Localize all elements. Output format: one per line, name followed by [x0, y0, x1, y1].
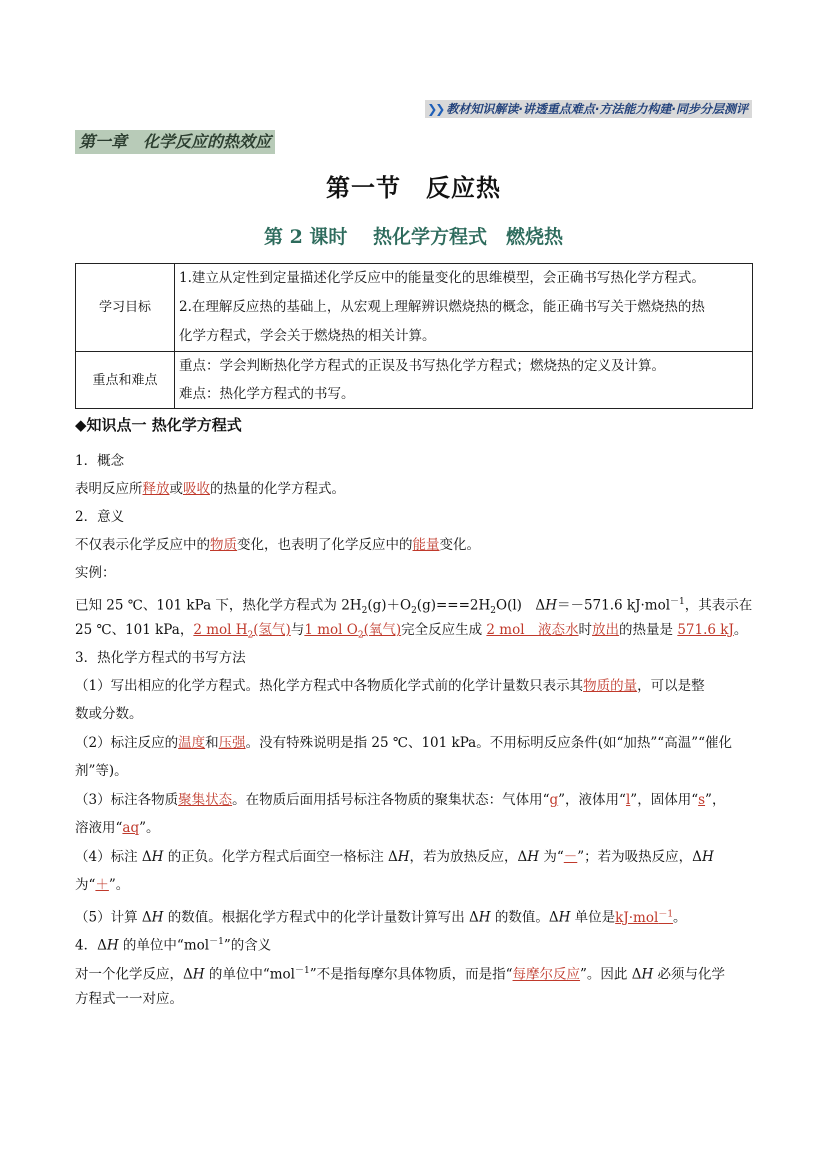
- key-points-head: 重点和难点: [76, 352, 175, 409]
- goals-content: [175, 264, 753, 352]
- double-chevron-icon: ❯❯: [427, 102, 444, 116]
- table-row: [76, 352, 753, 409]
- answer-absorb: 吸收: [183, 481, 210, 497]
- meaning-heading: 2．意义: [75, 509, 125, 525]
- method-3-cont: 溶液用“aq”。: [75, 820, 160, 836]
- lesson-title: 第 2 课时 热化学方程式 燃烧热: [263, 226, 564, 248]
- method-2: （2）标注反应的温度和压强。没有特殊说明是指 25 ℃、101 kPa。不用标明反应条件(如“加热”“高温”“催化: [75, 735, 732, 751]
- example-meaning: 25 ℃、101 kPa，2 mol $H_2$(氢气)与1 mol $O_2$(氧气)完全反应生成 2 mol 液态水时放出的热量是 571.6 kJ。: [75, 622, 748, 641]
- answer-plus: ＋: [95, 877, 109, 893]
- unit-meaning-cont: 方程式一一对应。: [75, 991, 183, 1007]
- answer-pressure: 压强: [218, 735, 246, 751]
- unit-meaning-heading: 4．ΔH 的单位中“mol$^{-1}$”的含义: [75, 937, 272, 954]
- answer-temperature: 温度: [178, 735, 206, 751]
- banner-text: 教材知识解读·讲透重点难点·方法能力构建·同步分层测评: [446, 102, 748, 116]
- table-row: [76, 264, 753, 352]
- section-title: 第一节 反应热: [326, 173, 501, 202]
- answer-per-mole-reaction: 每摩尔反应: [512, 966, 581, 983]
- answer-minus: －: [563, 849, 578, 865]
- method-3: （3）标注各物质聚集状态。在物质后面用括号标注各物质的聚集状态：气体用“g”，液体用“l”，固体用“s”，: [75, 792, 726, 808]
- method-1-cont: 数或分数。: [75, 706, 143, 722]
- writing-method-heading: 3．热化学方程式的书写方法: [75, 650, 246, 666]
- chapter-heading: 第一章 化学反应的热效应: [75, 130, 275, 154]
- answer-h2: 2 mol $H_2$(氢气): [193, 622, 291, 641]
- goals-head: 学习目标: [76, 264, 175, 352]
- answer-unit: kJ·mol$^{-1}$: [615, 909, 674, 926]
- answer-release-heat: 放出: [592, 622, 620, 638]
- unit-meaning-text: 对一个化学反应，ΔH 的单位中“mol$^{-1}$”不是指每摩尔具体物质，而是指“每摩尔反应”。因此 ΔH 必须与化学: [75, 966, 726, 983]
- method-5: （5）计算 ΔH 的数值。根据化学方程式中的化学计量数计算写出 ΔH 的数值。ΔH 单位是kJ·mol$^{-1}$。: [75, 909, 687, 926]
- answer-gas: g: [549, 792, 559, 808]
- knowledge-point-title: ◆知识点一 热化学方程式: [75, 416, 242, 434]
- example-heading: 实例：: [75, 565, 116, 581]
- answer-liquid: l: [625, 792, 631, 808]
- answer-energy: 能量: [412, 537, 440, 553]
- answer-amount: 物质的量: [583, 678, 638, 694]
- answer-o2: 1 mol $O_2$(氧气): [304, 622, 402, 641]
- difficulty-line: 难点：热化学方程式的书写。: [179, 386, 355, 402]
- key-point-line: 重点：学会判断热化学方程式的正误及书写热化学方程式；燃烧热的定义及计算。: [179, 358, 665, 374]
- goal-line: 化学方程式，学会关于燃烧热的相关计算。: [179, 328, 436, 344]
- goals-table: [75, 263, 753, 409]
- example-equation: 已知 25 ℃、101 kPa 下，热化学方程式为 $2H_2(g)+O_2(g)===2H_2O(l)$ ΔH＝－571.6 kJ·mol$^{-1}$，其表示在: [75, 597, 753, 617]
- answer-substance: 物质: [210, 537, 237, 553]
- method-1: （1）写出相应的化学方程式。热化学方程式中各物质化学式前的化学计量数只表示其物质的量，可以是整: [75, 678, 705, 694]
- method-4-cont: 为“＋”。: [75, 877, 130, 893]
- goal-line: 1.建立从定性到定量描述化学反应中的能量变化的思维模型，会正确书写热化学方程式。: [179, 270, 705, 286]
- answer-release: 释放: [142, 481, 170, 497]
- top-banner: [425, 100, 752, 118]
- goal-line: 2.在理解反应热的基础上，从宏观上理解辨识燃烧热的概念，能正确书写关于燃烧热的热: [179, 299, 705, 315]
- key-points-content: [175, 352, 753, 409]
- answer-heat-value: 571.6 kJ: [677, 622, 734, 638]
- meaning-text: 不仅表示化学反应中的物质变化，也表明了化学反应中的能量变化。: [75, 537, 480, 553]
- concept-heading: 1．概念: [75, 453, 125, 469]
- answer-solid: s: [698, 792, 706, 808]
- answer-state: 聚集状态: [178, 792, 233, 808]
- method-4: （4）标注 ΔH 的正负。化学方程式后面空一格标注 ΔH，若为放热反应，ΔH 为“－”；若为吸热反应，ΔH: [75, 849, 714, 865]
- concept-text: 表明反应所释放或吸收的热量的化学方程式。: [75, 481, 345, 497]
- answer-solution: aq: [122, 820, 140, 836]
- answer-liquid-water: 2 mol 液态水: [486, 622, 579, 638]
- method-2-cont: 剂”等)。: [75, 763, 128, 779]
